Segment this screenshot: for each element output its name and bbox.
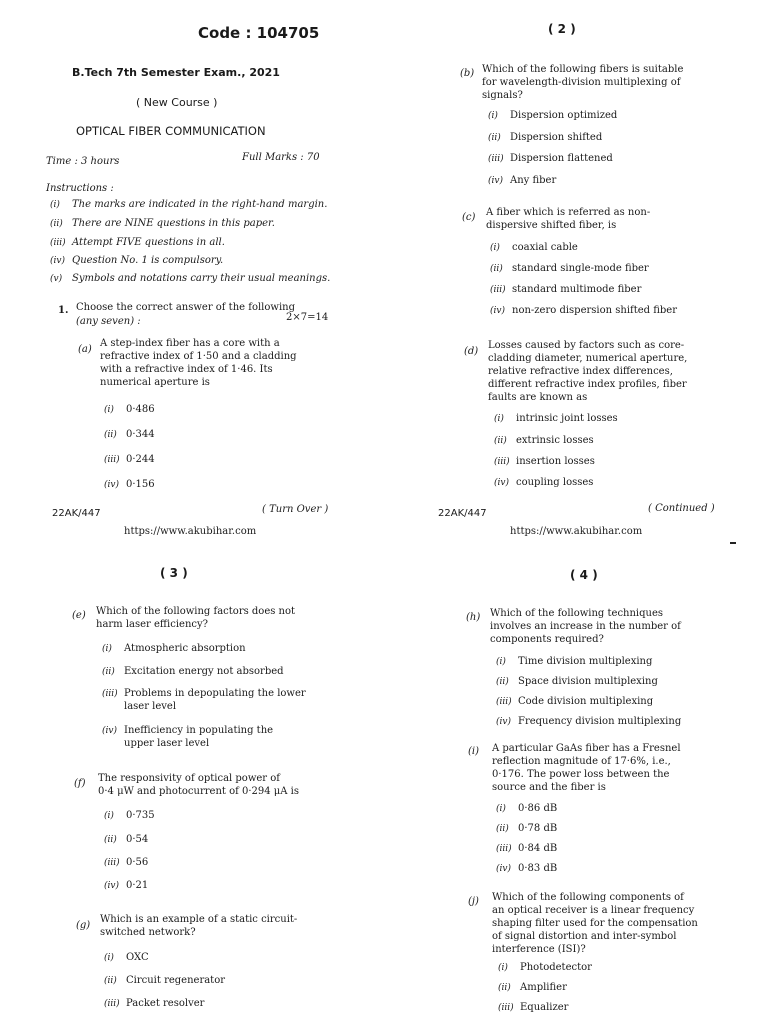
option-item: (iv) non-zero dispersion shifted fiber <box>490 305 678 316</box>
page-number: ( 4 ) <box>570 568 598 582</box>
page-1 <box>0 0 384 519</box>
option-item: (ii) Space division multiplexing <box>496 676 658 687</box>
option-item: (i) OXC <box>104 952 149 963</box>
question-line: shaping filter used for the compensation <box>492 918 698 929</box>
option-item: (ii) 0·54 <box>104 834 149 845</box>
question-line: of signal distortion and inter-symbol <box>492 931 677 942</box>
instruction-item: (v) Symbols and notations carry their usual meanings. <box>50 273 331 284</box>
option-item: (ii) 0·344 <box>104 429 155 440</box>
question-line: interference (ISI)? <box>492 944 586 955</box>
option-item: (iii) 0·244 <box>104 454 155 465</box>
instruction-item: (iv) Question No. 1 is compulsory. <box>50 255 224 266</box>
option-item: (i) 0·486 <box>104 404 155 415</box>
question-label: (i) <box>468 746 480 757</box>
option-item: (iii) 0·84 dB <box>496 843 558 854</box>
question-marks: 2×7=14 <box>286 312 329 323</box>
question-line: Which of the following techniques <box>490 608 664 619</box>
option-item-cont: laser level <box>124 701 177 712</box>
option-item: (ii) Circuit regenerator <box>104 975 226 986</box>
option-item: (i) Photodetector <box>498 962 592 973</box>
question-line: different refractive index profiles, fiber <box>488 379 687 390</box>
page-3 <box>0 548 384 1024</box>
option-item: (iii) standard multimode fiber <box>490 284 642 295</box>
option-item: (i) Dispersion optimized <box>488 110 618 121</box>
question-text: Choose the correct answer of the following <box>76 302 295 313</box>
question-line: Which of the following components of <box>492 892 684 903</box>
option-item: (iii) insertion losses <box>494 456 595 467</box>
question-line: cladding diameter, numerical aperture, <box>488 353 688 364</box>
page-mark <box>730 542 736 544</box>
instruction-item: (i) The marks are indicated in the right-hand margin. <box>50 199 328 210</box>
question-label: (b) <box>460 68 475 79</box>
question-line: reflection magnitude of 17·6%, i.e., <box>492 756 671 767</box>
question-number: 1. <box>58 305 69 316</box>
question-line: Which of the following fibers is suitable <box>482 64 684 75</box>
question-line: for wavelength-division multiplexing of <box>482 77 681 88</box>
footer-code: 22AK/447 <box>52 508 101 519</box>
option-item: (i) 0·735 <box>104 810 155 821</box>
footer-continued: ( Continued ) <box>648 503 715 514</box>
option-item: (ii) extrinsic losses <box>494 435 594 446</box>
exam-code: Code : 104705 <box>198 24 320 42</box>
option-item: (iii) Dispersion flattened <box>488 153 613 164</box>
question-line: A step-index fiber has a core with a <box>100 338 280 349</box>
option-item: (i) coaxial cable <box>490 242 578 253</box>
question-line: faults are known as <box>488 392 588 403</box>
option-item: (iii) Packet resolver <box>104 998 205 1009</box>
question-label: (a) <box>78 344 92 355</box>
source-url[interactable]: https://www.akubihar.com <box>510 526 643 537</box>
question-label: (h) <box>466 612 481 623</box>
option-item: (iv) Any fiber <box>488 175 557 186</box>
option-item: (ii) standard single-mode fiber <box>490 263 649 274</box>
page-4 <box>384 548 768 1024</box>
option-item: (i) intrinsic joint losses <box>494 413 618 424</box>
question-line: signals? <box>482 90 523 101</box>
footer-turn-over: ( Turn Over ) <box>262 504 329 515</box>
question-line: switched network? <box>100 927 196 938</box>
option-item: (i) Time division multiplexing <box>496 656 653 667</box>
source-url[interactable]: https://www.akubihar.com <box>124 526 257 537</box>
option-item: (i) Atmospheric absorption <box>102 643 246 654</box>
question-label: (e) <box>72 610 86 621</box>
option-item: (iii) Problems in depopulating the lower <box>102 688 306 699</box>
option-item: (iv) 0·156 <box>104 479 155 490</box>
question-label: (f) <box>74 778 86 789</box>
question-line: involves an increase in the number of <box>490 621 681 632</box>
question-line: Which is an example of a static circuit- <box>100 914 298 925</box>
instructions-label: Instructions : <box>46 183 114 194</box>
option-item: (iii) 0·56 <box>104 857 149 868</box>
option-item: (iii) Equalizer <box>498 1002 569 1013</box>
question-line: an optical receiver is a linear frequency <box>492 905 695 916</box>
footer-code: 22AK/447 <box>438 508 487 519</box>
course-label: ( New Course ) <box>136 96 218 109</box>
option-item: (i) 0·86 dB <box>496 803 558 814</box>
option-item: (iv) Frequency division multiplexing <box>496 716 682 727</box>
question-line: numerical aperture is <box>100 377 210 388</box>
option-item: (ii) 0·78 dB <box>496 823 558 834</box>
question-line: with a refractive index of 1·46. Its <box>100 364 273 375</box>
instruction-item: (ii) There are NINE questions in this paper. <box>50 218 275 229</box>
subject-title: OPTICAL FIBER COMMUNICATION <box>76 124 266 138</box>
question-label: (g) <box>76 920 91 931</box>
option-item-cont: upper laser level <box>124 738 210 749</box>
question-line: relative refractive index differences, <box>488 366 673 377</box>
option-item: (iii) Code division multiplexing <box>496 696 654 707</box>
question-line: dispersive shifted fiber, is <box>486 220 617 231</box>
page-number: ( 3 ) <box>160 566 188 580</box>
page-2 <box>384 0 768 519</box>
question-line: components required? <box>490 634 604 645</box>
question-label: (d) <box>464 346 479 357</box>
full-marks-label: Full Marks : 70 <box>242 152 320 163</box>
option-item: (iv) 0·83 dB <box>496 863 558 874</box>
question-line: Which of the following factors does not <box>96 606 296 617</box>
option-item: (iv) coupling losses <box>494 477 594 488</box>
question-line: A fiber which is referred as non- <box>486 207 651 218</box>
option-item: (ii) Amplifier <box>498 982 567 993</box>
question-label: (j) <box>468 896 479 907</box>
option-item: (iv) Inefficiency in populating the <box>102 725 274 736</box>
page-number: ( 2 ) <box>548 22 576 36</box>
question-line: 0·4 μW and photocurrent of 0·294 μA is <box>98 786 300 797</box>
question-line: harm laser efficiency? <box>96 619 209 630</box>
option-item: (ii) Dispersion shifted <box>488 132 603 143</box>
exam-title: B.Tech 7th Semester Exam., 2021 <box>72 66 280 79</box>
question-line: source and the fiber is <box>492 782 606 793</box>
question-line: Losses caused by factors such as core- <box>488 340 685 351</box>
option-item: (ii) Excitation energy not absorbed <box>102 666 284 677</box>
question-line: 0·176. The power loss between the <box>492 769 670 780</box>
question-label: (c) <box>462 212 476 223</box>
question-line: The responsivity of optical power of <box>98 773 280 784</box>
instruction-item: (iii) Attempt FIVE questions in all. <box>50 237 225 248</box>
question-any-seven: (any seven) : <box>76 316 141 327</box>
option-item: (iv) 0·21 <box>104 880 149 891</box>
time-label: Time : 3 hours <box>46 156 120 167</box>
question-line: refractive index of 1·50 and a cladding <box>100 351 297 362</box>
question-line: A particular GaAs fiber has a Fresnel <box>492 743 681 754</box>
